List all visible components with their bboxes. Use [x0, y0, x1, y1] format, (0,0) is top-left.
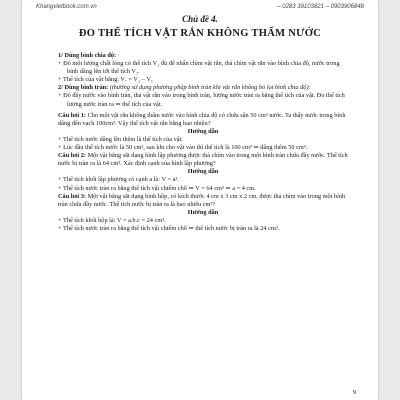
main-title: ĐO THỂ TÍCH VẬT RẮN KHÔNG THẤM NƯỚC [78, 28, 322, 39]
guide-3-line: + Thể tích khối hộp là: V = a.b.c = 24 cm³. [58, 216, 166, 224]
guide-title-3: Hướng dẫn [187, 208, 219, 216]
section-1-bullet: + Thể tích của vật bằng: Vᵥ = V₂ – V₁ [58, 76, 154, 84]
guide-1-line: + Thể tích nước dâng lên thêm là thể tích của vật. [58, 135, 183, 143]
content-body [58, 52, 348, 233]
page-header [36, 4, 364, 10]
guide-title-1: Hướng dẫn [187, 127, 219, 135]
section-1-bullet: + Đổ một lượng chất lỏng có thể tích V₁ đủ để nhấn chìm vật rắn, thả chìm vật rắn vào bình chia độ, nước trong bình dâng lên tới thể tích V₂. [58, 60, 340, 76]
page-number: 9 [352, 389, 356, 396]
topic-label: Chủ đề 4. [182, 14, 218, 24]
guide-title-2: Hướng dẫn [187, 168, 219, 176]
guide-1-line: + Lúc đầu thể tích nước là 50 cm³, sau khi cho vật vào thì thể tích là 100 cm³ ⇒ dâng thêm 50 cm³. [58, 144, 308, 152]
section-title-1: 1/ Dùng bình chia độ: [58, 52, 117, 59]
question-1: Câu hỏi 1: Cho một vật rắn không thấm nước vào bình chia độ có chứa sẵn 50 cm³ nước. Ta thấy nước trong bình dâng đến vạch 100cm³. Vậy thể tích vật rắn bằng bao nhiêu? [58, 111, 346, 127]
guide-2-line: + Thể tích nước tràn ra bằng thể tích vật chiếm chỗ ⇒ V = 64 cm³ ⇒ a = 4 cm. [58, 184, 256, 192]
header-site: Khangvietbook.com.vn [36, 4, 97, 10]
question-3: Câu hỏi 3: Một vật bằng sắt dạng hình hộp, có kích thước 4 cm x 3 cm x 2 cm, được thả chìm vào trong một bình tràn chứa đầy nước. Thể tích nước bị tràn ra là bao nhiêu cm³? [58, 192, 346, 208]
document-page [22, 0, 378, 400]
section-2-bullet: + Đổ đầy nước vào bình tràn, thả vật rắn vào trong bình tràn, lượng nước tràn ra bằng thể tích của vật. Đo thể tích lượng nước tràn ra ⇒ thể tích của vật. [58, 92, 345, 108]
question-2: Câu hỏi 2: Một vật bằng sắt dạng hình lập phương được thả chìm vào trong một bình tràn chứa đầy nước. Thể tích nước bị tràn ra là 64 cm³. Xác định cạnh của hình lập phương? [58, 152, 348, 168]
header-phone: – 0283 39103821 – 0903906848 [277, 4, 364, 10]
section-title-2: 2/ Dùng bình tràn: (thường sử dụng phương pháp bình tràn khi vật rắn không bỏ lọt bình chia độ): [58, 84, 311, 92]
guide-3-line: + Thể tích nước tràn ra bằng thể tích vật chiếm chỗ ⇒ thể tích nước bị tràn ra là 24 cm³. [58, 224, 280, 232]
guide-2-line: + Thể tích khối lập phương có cạnh a là: V = a³. [58, 176, 179, 184]
